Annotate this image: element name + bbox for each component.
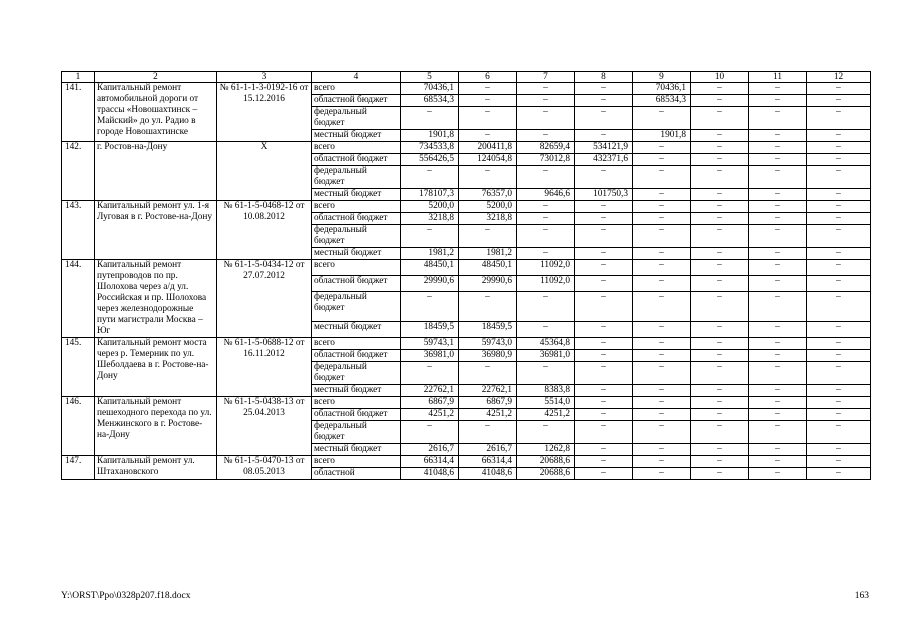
- amount-cell: –: [633, 166, 691, 189]
- amount-cell: –: [401, 107, 459, 130]
- funding-source: местный бюджет: [312, 444, 401, 456]
- funding-source: федеральный бюджет: [312, 421, 401, 444]
- amount-cell: –: [691, 444, 749, 456]
- amount-cell: –: [459, 130, 517, 142]
- amount-cell: –: [633, 385, 691, 397]
- amount-cell: –: [749, 260, 807, 276]
- amount-cell: –: [749, 444, 807, 456]
- amount-cell: 4251,2: [459, 409, 517, 421]
- amount-cell: –: [575, 409, 633, 421]
- amount-cell: –: [749, 225, 807, 248]
- amount-cell: –: [633, 322, 691, 338]
- amount-cell: 20688,6: [517, 456, 575, 468]
- amount-cell: –: [749, 322, 807, 338]
- amount-cell: –: [691, 350, 749, 362]
- object-name: Капитальный ремонт моста через р. Темерник по ул. Шеболдаева в г. Ростове-на-Дону: [95, 338, 217, 397]
- amount-cell: –: [691, 397, 749, 409]
- amount-cell: –: [633, 275, 691, 291]
- table-row: [62, 260, 871, 276]
- amount-cell: –: [517, 83, 575, 95]
- amount-cell: –: [691, 421, 749, 444]
- amount-cell: –: [575, 362, 633, 385]
- amount-cell: –: [633, 468, 691, 480]
- amount-cell: 18459,5: [401, 322, 459, 338]
- amount-cell: –: [749, 409, 807, 421]
- funding-source: местный бюджет: [312, 130, 401, 142]
- column-number: 6: [459, 72, 517, 83]
- object-name: Капитальный ремонт ул. Штахановского: [95, 456, 217, 480]
- funding-source: местный бюджет: [312, 322, 401, 338]
- amount-cell: –: [807, 362, 871, 385]
- amount-cell: –: [575, 130, 633, 142]
- amount-cell: 1981,2: [459, 248, 517, 260]
- amount-cell: –: [575, 201, 633, 213]
- amount-cell: 2616,7: [401, 444, 459, 456]
- row-number: 144.: [62, 260, 95, 338]
- amount-cell: –: [575, 468, 633, 480]
- amount-cell: 124054,8: [459, 154, 517, 166]
- table-body: [62, 72, 871, 480]
- footer-page-number: 163: [854, 591, 869, 601]
- amount-cell: –: [691, 107, 749, 130]
- row-number: 146.: [62, 397, 95, 456]
- amount-cell: –: [575, 322, 633, 338]
- column-number: 5: [401, 72, 459, 83]
- row-number: 141.: [62, 83, 95, 142]
- document-reference: № 61-1-1-3-0192-16 от 15.12.2016: [217, 83, 312, 142]
- table-row: [62, 397, 871, 409]
- amount-cell: –: [749, 107, 807, 130]
- document-reference: № 61-1-5-0688-12 от 16.11.2012: [217, 338, 312, 397]
- object-name: г. Ростов-на-Дону: [95, 142, 217, 201]
- funding-source: областной бюджет: [312, 350, 401, 362]
- amount-cell: –: [691, 338, 749, 350]
- object-name: Капитальный ремонт пешеходного перехода по ул. Менжинского в г. Ростове-на-Дону: [95, 397, 217, 456]
- amount-cell: 6867,9: [401, 397, 459, 409]
- funding-source: областной бюджет: [312, 154, 401, 166]
- amount-cell: –: [807, 291, 871, 321]
- amount-cell: –: [575, 338, 633, 350]
- amount-cell: 36981,0: [517, 350, 575, 362]
- amount-cell: 36981,0: [401, 350, 459, 362]
- row-number: 147.: [62, 456, 95, 480]
- amount-cell: 5200,0: [459, 201, 517, 213]
- amount-cell: –: [807, 397, 871, 409]
- amount-cell: –: [517, 95, 575, 107]
- amount-cell: 5200,0: [401, 201, 459, 213]
- column-number: 1: [62, 72, 95, 83]
- amount-cell: –: [807, 83, 871, 95]
- amount-cell: –: [749, 291, 807, 321]
- funding-source: федеральный бюджет: [312, 107, 401, 130]
- amount-cell: –: [459, 421, 517, 444]
- column-number: 8: [575, 72, 633, 83]
- column-number: 12: [807, 72, 871, 83]
- amount-cell: 200411,8: [459, 142, 517, 154]
- amount-cell: 432371,6: [575, 154, 633, 166]
- amount-cell: –: [749, 189, 807, 201]
- amount-cell: 6867,9: [459, 397, 517, 409]
- amount-cell: –: [633, 456, 691, 468]
- document-reference: № 61-1-5-0468-12 от 10.08.2012: [217, 201, 312, 260]
- amount-cell: –: [575, 275, 633, 291]
- amount-cell: –: [807, 213, 871, 225]
- amount-cell: 29990,6: [401, 275, 459, 291]
- funding-source: местный бюджет: [312, 189, 401, 201]
- column-number: 2: [95, 72, 217, 83]
- amount-cell: –: [459, 225, 517, 248]
- table-row: [62, 142, 871, 154]
- table-row: [62, 338, 871, 350]
- amount-cell: 8383,8: [517, 385, 575, 397]
- amount-cell: –: [691, 456, 749, 468]
- amount-cell: –: [575, 83, 633, 95]
- amount-cell: 178107,3: [401, 189, 459, 201]
- footer-file-path: Y:\ORST\Ppo\0328p207.f18.docx: [61, 591, 191, 601]
- amount-cell: –: [633, 291, 691, 321]
- amount-cell: 36980,9: [459, 350, 517, 362]
- amount-cell: 3218,8: [401, 213, 459, 225]
- funding-source: областной бюджет: [312, 213, 401, 225]
- object-name: Капитальный ремонт автомобильной дороги от трассы «Новошахтинск – Майский» до ул. Радио в городе Новошахтинске: [95, 83, 217, 142]
- amount-cell: 11092,0: [517, 275, 575, 291]
- amount-cell: –: [691, 95, 749, 107]
- amount-cell: –: [575, 95, 633, 107]
- funding-source: всего: [312, 201, 401, 213]
- amount-cell: 76357,0: [459, 189, 517, 201]
- budget-table: [61, 71, 871, 480]
- amount-cell: –: [807, 142, 871, 154]
- amount-cell: –: [749, 213, 807, 225]
- amount-cell: –: [807, 385, 871, 397]
- table-row: [62, 456, 871, 468]
- amount-cell: –: [517, 225, 575, 248]
- amount-cell: –: [575, 385, 633, 397]
- amount-cell: 48450,1: [459, 260, 517, 276]
- amount-cell: –: [633, 154, 691, 166]
- column-number-row: [62, 72, 871, 83]
- amount-cell: –: [633, 350, 691, 362]
- funding-source: всего: [312, 260, 401, 276]
- amount-cell: –: [575, 107, 633, 130]
- amount-cell: –: [807, 350, 871, 362]
- object-name: Капитальный ремонт ул. 1-я Луговая в г. Ростове-на-Дону: [95, 201, 217, 260]
- amount-cell: 3218,8: [459, 213, 517, 225]
- amount-cell: 70436,1: [401, 83, 459, 95]
- amount-cell: –: [807, 201, 871, 213]
- amount-cell: –: [749, 83, 807, 95]
- document-reference: № 61-1-5-0438-13 от 25.04.2013: [217, 397, 312, 456]
- amount-cell: –: [807, 189, 871, 201]
- amount-cell: –: [459, 362, 517, 385]
- amount-cell: –: [401, 291, 459, 321]
- funding-source: всего: [312, 338, 401, 350]
- column-number: 7: [517, 72, 575, 83]
- amount-cell: –: [807, 248, 871, 260]
- amount-cell: –: [517, 213, 575, 225]
- amount-cell: –: [749, 338, 807, 350]
- amount-cell: –: [633, 260, 691, 276]
- amount-cell: –: [749, 201, 807, 213]
- amount-cell: –: [517, 130, 575, 142]
- amount-cell: –: [691, 166, 749, 189]
- amount-cell: 4251,2: [517, 409, 575, 421]
- amount-cell: –: [807, 338, 871, 350]
- amount-cell: –: [633, 225, 691, 248]
- amount-cell: –: [691, 142, 749, 154]
- amount-cell: 45364,8: [517, 338, 575, 350]
- amount-cell: 41048,6: [459, 468, 517, 480]
- amount-cell: –: [633, 107, 691, 130]
- amount-cell: –: [575, 248, 633, 260]
- amount-cell: –: [807, 166, 871, 189]
- amount-cell: –: [691, 201, 749, 213]
- amount-cell: 73012,8: [517, 154, 575, 166]
- funding-source: областной бюджет: [312, 409, 401, 421]
- funding-source: федеральный бюджет: [312, 166, 401, 189]
- amount-cell: –: [633, 189, 691, 201]
- amount-cell: –: [633, 362, 691, 385]
- row-number: 145.: [62, 338, 95, 397]
- amount-cell: 22762,1: [459, 385, 517, 397]
- amount-cell: –: [575, 421, 633, 444]
- amount-cell: 29990,6: [459, 275, 517, 291]
- amount-cell: –: [517, 291, 575, 321]
- amount-cell: –: [749, 154, 807, 166]
- amount-cell: –: [749, 468, 807, 480]
- amount-cell: –: [517, 362, 575, 385]
- amount-cell: 1901,8: [633, 130, 691, 142]
- amount-cell: 1901,8: [401, 130, 459, 142]
- amount-cell: –: [749, 456, 807, 468]
- funding-source: всего: [312, 142, 401, 154]
- amount-cell: –: [749, 130, 807, 142]
- amount-cell: –: [807, 275, 871, 291]
- amount-cell: –: [575, 350, 633, 362]
- amount-cell: –: [749, 166, 807, 189]
- amount-cell: –: [749, 275, 807, 291]
- amount-cell: 1981,2: [401, 248, 459, 260]
- funding-source: областной: [312, 468, 401, 480]
- amount-cell: –: [575, 225, 633, 248]
- object-name: Капитальный ремонт путепроводов по пр. Шолохова через а/д ул. Российская и пр. Шолохова через железнодорожные пути магистрали Москва – Юг: [95, 260, 217, 338]
- amount-cell: –: [633, 338, 691, 350]
- amount-cell: –: [575, 444, 633, 456]
- amount-cell: –: [691, 468, 749, 480]
- amount-cell: –: [517, 166, 575, 189]
- amount-cell: 68534,3: [401, 95, 459, 107]
- amount-cell: –: [633, 397, 691, 409]
- amount-cell: –: [691, 260, 749, 276]
- amount-cell: –: [807, 468, 871, 480]
- row-number: 142.: [62, 142, 95, 201]
- amount-cell: –: [517, 107, 575, 130]
- amount-cell: –: [807, 260, 871, 276]
- amount-cell: –: [575, 166, 633, 189]
- amount-cell: –: [749, 248, 807, 260]
- column-number: 9: [633, 72, 691, 83]
- amount-cell: 2616,7: [459, 444, 517, 456]
- amount-cell: 66314,4: [401, 456, 459, 468]
- amount-cell: 22762,1: [401, 385, 459, 397]
- amount-cell: 20688,6: [517, 468, 575, 480]
- amount-cell: –: [459, 107, 517, 130]
- amount-cell: –: [691, 409, 749, 421]
- amount-cell: –: [633, 142, 691, 154]
- amount-cell: –: [691, 275, 749, 291]
- amount-cell: –: [691, 189, 749, 201]
- amount-cell: –: [807, 95, 871, 107]
- amount-cell: –: [749, 95, 807, 107]
- amount-cell: –: [575, 456, 633, 468]
- amount-cell: 5514,0: [517, 397, 575, 409]
- amount-cell: –: [401, 362, 459, 385]
- amount-cell: –: [807, 421, 871, 444]
- amount-cell: –: [807, 107, 871, 130]
- amount-cell: 101750,3: [575, 189, 633, 201]
- amount-cell: –: [691, 213, 749, 225]
- amount-cell: –: [633, 248, 691, 260]
- amount-cell: –: [459, 83, 517, 95]
- amount-cell: 1262,8: [517, 444, 575, 456]
- funding-source: федеральный бюджет: [312, 362, 401, 385]
- document-reference: Х: [217, 142, 312, 201]
- amount-cell: –: [459, 291, 517, 321]
- column-number: 4: [312, 72, 401, 83]
- amount-cell: –: [691, 248, 749, 260]
- amount-cell: –: [633, 421, 691, 444]
- amount-cell: –: [633, 213, 691, 225]
- amount-cell: –: [517, 421, 575, 444]
- amount-cell: –: [749, 350, 807, 362]
- amount-cell: –: [807, 225, 871, 248]
- amount-cell: –: [517, 201, 575, 213]
- amount-cell: –: [691, 385, 749, 397]
- amount-cell: –: [749, 421, 807, 444]
- amount-cell: –: [691, 130, 749, 142]
- funding-source: всего: [312, 83, 401, 95]
- amount-cell: –: [691, 291, 749, 321]
- amount-cell: –: [633, 201, 691, 213]
- amount-cell: –: [807, 456, 871, 468]
- amount-cell: 59743,0: [459, 338, 517, 350]
- amount-cell: –: [575, 397, 633, 409]
- amount-cell: –: [517, 248, 575, 260]
- amount-cell: –: [575, 291, 633, 321]
- amount-cell: –: [691, 154, 749, 166]
- amount-cell: –: [691, 225, 749, 248]
- amount-cell: 66314,4: [459, 456, 517, 468]
- document-reference: № 61-1-5-0470-13 от 08.05.2013: [217, 456, 312, 480]
- amount-cell: –: [691, 322, 749, 338]
- document-reference: № 61-1-5-0434-12 от 27.07.2012: [217, 260, 312, 338]
- funding-source: федеральный бюджет: [312, 291, 401, 321]
- amount-cell: 70436,1: [633, 83, 691, 95]
- amount-cell: –: [459, 166, 517, 189]
- funding-source: федеральный бюджет: [312, 225, 401, 248]
- amount-cell: –: [749, 142, 807, 154]
- amount-cell: 59743,1: [401, 338, 459, 350]
- amount-cell: –: [749, 362, 807, 385]
- amount-cell: –: [633, 409, 691, 421]
- column-number: 10: [691, 72, 749, 83]
- amount-cell: 18459,5: [459, 322, 517, 338]
- amount-cell: –: [807, 130, 871, 142]
- funding-source: всего: [312, 397, 401, 409]
- funding-source: всего: [312, 456, 401, 468]
- amount-cell: 68534,3: [633, 95, 691, 107]
- table-row: [62, 83, 871, 95]
- amount-cell: –: [691, 83, 749, 95]
- amount-cell: 11092,0: [517, 260, 575, 276]
- amount-cell: –: [459, 95, 517, 107]
- column-number: 11: [749, 72, 807, 83]
- amount-cell: –: [401, 421, 459, 444]
- amount-cell: 82659,4: [517, 142, 575, 154]
- amount-cell: 4251,2: [401, 409, 459, 421]
- amount-cell: –: [401, 166, 459, 189]
- amount-cell: 734533,8: [401, 142, 459, 154]
- table-row: [62, 201, 871, 213]
- amount-cell: –: [633, 444, 691, 456]
- amount-cell: 556426,5: [401, 154, 459, 166]
- amount-cell: –: [807, 444, 871, 456]
- amount-cell: –: [807, 322, 871, 338]
- row-number: 143.: [62, 201, 95, 260]
- amount-cell: –: [807, 409, 871, 421]
- amount-cell: –: [807, 154, 871, 166]
- amount-cell: –: [749, 397, 807, 409]
- amount-cell: 534121,9: [575, 142, 633, 154]
- funding-source: областной бюджет: [312, 275, 401, 291]
- amount-cell: –: [401, 225, 459, 248]
- amount-cell: –: [749, 385, 807, 397]
- amount-cell: –: [691, 362, 749, 385]
- amount-cell: 41048,6: [401, 468, 459, 480]
- funding-source: местный бюджет: [312, 385, 401, 397]
- amount-cell: –: [517, 322, 575, 338]
- funding-source: областной бюджет: [312, 95, 401, 107]
- amount-cell: 48450,1: [401, 260, 459, 276]
- amount-cell: –: [575, 260, 633, 276]
- amount-cell: –: [575, 213, 633, 225]
- funding-source: местный бюджет: [312, 248, 401, 260]
- column-number: 3: [217, 72, 312, 83]
- amount-cell: 9646,6: [517, 189, 575, 201]
